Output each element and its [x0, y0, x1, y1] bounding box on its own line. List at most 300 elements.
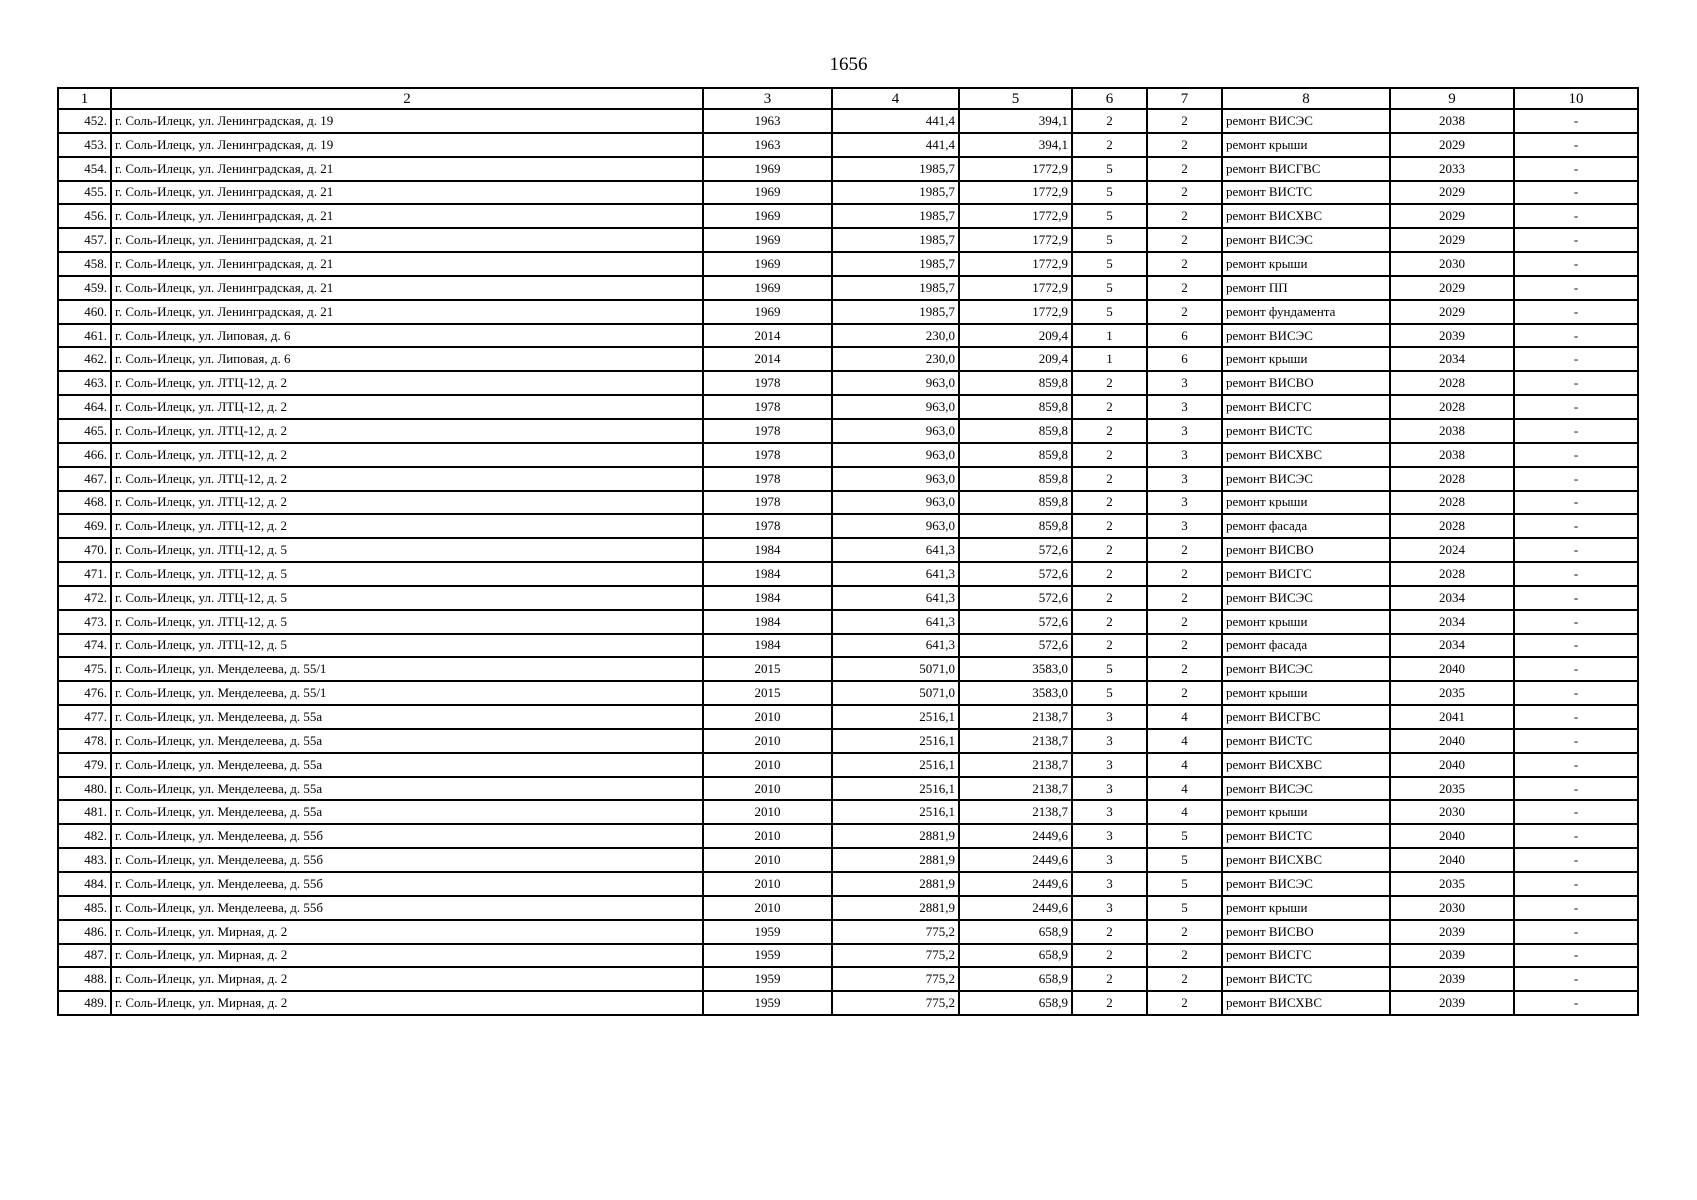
- cell-living-area: 394,1: [959, 133, 1072, 157]
- cell-total-area: 641,3: [832, 538, 959, 562]
- cell-repair-type: ремонт ВИСВО: [1222, 538, 1390, 562]
- cell-address: г. Соль-Илецк, ул. ЛТЦ-12, д. 2: [111, 395, 703, 419]
- table-body: [58, 109, 1638, 1015]
- cell-living-area: 859,8: [959, 491, 1072, 515]
- cell-entrances: 2: [1147, 157, 1222, 181]
- cell-year-built: 1969: [703, 252, 832, 276]
- cell-total-area: 2881,9: [832, 824, 959, 848]
- cell-entrances: 2: [1147, 300, 1222, 324]
- cell-repair-year: 2040: [1390, 753, 1514, 777]
- cell-total-area: 1985,7: [832, 204, 959, 228]
- cell-year-built: 1978: [703, 371, 832, 395]
- cell-living-area: 1772,9: [959, 181, 1072, 205]
- cell-note: -: [1514, 371, 1638, 395]
- cell-address: г. Соль-Илецк, ул. ЛТЦ-12, д. 5: [111, 586, 703, 610]
- cell-repair-type: ремонт ВИСХВС: [1222, 991, 1390, 1015]
- table-row: [58, 944, 1638, 968]
- cell-repair-type: ремонт крыши: [1222, 681, 1390, 705]
- cell-repair-year: 2028: [1390, 371, 1514, 395]
- cell-year-built: 1959: [703, 920, 832, 944]
- cell-total-area: 963,0: [832, 514, 959, 538]
- table-row: [58, 991, 1638, 1015]
- cell-repair-year: 2024: [1390, 538, 1514, 562]
- cell-repair-year: 2035: [1390, 681, 1514, 705]
- cell-row-number: 465.: [58, 419, 111, 443]
- cell-floors: 2: [1072, 562, 1147, 586]
- cell-year-built: 2014: [703, 347, 832, 371]
- cell-row-number: 482.: [58, 824, 111, 848]
- cell-note: -: [1514, 562, 1638, 586]
- cell-year-built: 2015: [703, 657, 832, 681]
- table-row: [58, 443, 1638, 467]
- column-header: 1: [58, 88, 111, 109]
- cell-row-number: 457.: [58, 228, 111, 252]
- cell-year-built: 1978: [703, 467, 832, 491]
- cell-note: -: [1514, 777, 1638, 801]
- cell-row-number: 475.: [58, 657, 111, 681]
- cell-entrances: 2: [1147, 204, 1222, 228]
- cell-living-area: 2138,7: [959, 729, 1072, 753]
- cell-row-number: 476.: [58, 681, 111, 705]
- cell-year-built: 1969: [703, 181, 832, 205]
- table-row: [58, 657, 1638, 681]
- cell-row-number: 470.: [58, 538, 111, 562]
- table-row: [58, 467, 1638, 491]
- cell-floors: 2: [1072, 538, 1147, 562]
- cell-total-area: 775,2: [832, 920, 959, 944]
- cell-repair-type: ремонт ВИСТС: [1222, 419, 1390, 443]
- cell-repair-type: ремонт ПП: [1222, 276, 1390, 300]
- cell-row-number: 466.: [58, 443, 111, 467]
- cell-total-area: 641,3: [832, 634, 959, 658]
- cell-total-area: 775,2: [832, 991, 959, 1015]
- cell-note: -: [1514, 920, 1638, 944]
- cell-total-area: 963,0: [832, 443, 959, 467]
- cell-note: -: [1514, 753, 1638, 777]
- table-row: [58, 204, 1638, 228]
- cell-row-number: 467.: [58, 467, 111, 491]
- cell-row-number: 485.: [58, 896, 111, 920]
- cell-year-built: 1978: [703, 419, 832, 443]
- cell-row-number: 462.: [58, 347, 111, 371]
- cell-living-area: 2449,6: [959, 848, 1072, 872]
- cell-entrances: 2: [1147, 538, 1222, 562]
- table-row: [58, 324, 1638, 348]
- cell-total-area: 1985,7: [832, 157, 959, 181]
- cell-entrances: 4: [1147, 729, 1222, 753]
- cell-total-area: 441,4: [832, 133, 959, 157]
- cell-repair-type: ремонт крыши: [1222, 800, 1390, 824]
- cell-repair-type: ремонт ВИСГС: [1222, 395, 1390, 419]
- cell-floors: 2: [1072, 991, 1147, 1015]
- cell-note: -: [1514, 228, 1638, 252]
- cell-row-number: 477.: [58, 705, 111, 729]
- cell-row-number: 472.: [58, 586, 111, 610]
- cell-floors: 3: [1072, 896, 1147, 920]
- cell-living-area: 859,8: [959, 395, 1072, 419]
- cell-note: -: [1514, 967, 1638, 991]
- table-row: [58, 824, 1638, 848]
- table-row: [58, 347, 1638, 371]
- cell-entrances: 2: [1147, 133, 1222, 157]
- cell-repair-year: 2029: [1390, 181, 1514, 205]
- column-header: 2: [111, 88, 703, 109]
- cell-entrances: 3: [1147, 467, 1222, 491]
- cell-row-number: 468.: [58, 491, 111, 515]
- cell-address: г. Соль-Илецк, ул. Менделеева, д. 55б: [111, 824, 703, 848]
- cell-note: -: [1514, 824, 1638, 848]
- cell-total-area: 2881,9: [832, 872, 959, 896]
- cell-floors: 3: [1072, 848, 1147, 872]
- cell-note: -: [1514, 204, 1638, 228]
- cell-entrances: 4: [1147, 753, 1222, 777]
- cell-repair-type: ремонт ВИСВО: [1222, 920, 1390, 944]
- cell-note: -: [1514, 252, 1638, 276]
- cell-year-built: 1978: [703, 443, 832, 467]
- cell-total-area: 641,3: [832, 562, 959, 586]
- cell-entrances: 2: [1147, 276, 1222, 300]
- cell-living-area: 394,1: [959, 109, 1072, 133]
- cell-living-area: 1772,9: [959, 252, 1072, 276]
- table-row: [58, 300, 1638, 324]
- cell-year-built: 1984: [703, 562, 832, 586]
- cell-entrances: 2: [1147, 109, 1222, 133]
- cell-repair-type: ремонт ВИСЭС: [1222, 109, 1390, 133]
- cell-entrances: 2: [1147, 920, 1222, 944]
- cell-address: г. Соль-Илецк, ул. ЛТЦ-12, д. 2: [111, 514, 703, 538]
- cell-entrances: 5: [1147, 848, 1222, 872]
- cell-year-built: 2010: [703, 705, 832, 729]
- cell-living-area: 572,6: [959, 538, 1072, 562]
- cell-repair-type: ремонт ВИСГВС: [1222, 157, 1390, 181]
- cell-total-area: 963,0: [832, 491, 959, 515]
- cell-address: г. Соль-Илецк, ул. ЛТЦ-12, д. 2: [111, 467, 703, 491]
- cell-living-area: 1772,9: [959, 157, 1072, 181]
- cell-floors: 3: [1072, 872, 1147, 896]
- cell-year-built: 2010: [703, 753, 832, 777]
- cell-address: г. Соль-Илецк, ул. Ленинградская, д. 21: [111, 181, 703, 205]
- cell-address: г. Соль-Илецк, ул. Липовая, д. 6: [111, 347, 703, 371]
- column-header: 7: [1147, 88, 1222, 109]
- cell-address: г. Соль-Илецк, ул. Ленинградская, д. 21: [111, 276, 703, 300]
- table-row: [58, 753, 1638, 777]
- cell-entrances: 2: [1147, 562, 1222, 586]
- cell-repair-year: 2039: [1390, 991, 1514, 1015]
- cell-living-area: 658,9: [959, 967, 1072, 991]
- cell-note: -: [1514, 181, 1638, 205]
- cell-living-area: 2449,6: [959, 824, 1072, 848]
- table-row: [58, 228, 1638, 252]
- cell-address: г. Соль-Илецк, ул. ЛТЦ-12, д. 5: [111, 562, 703, 586]
- table-row: [58, 276, 1638, 300]
- cell-entrances: 2: [1147, 181, 1222, 205]
- cell-address: г. Соль-Илецк, ул. Ленинградская, д. 19: [111, 133, 703, 157]
- cell-year-built: 1984: [703, 634, 832, 658]
- cell-repair-type: ремонт ВИСЭС: [1222, 657, 1390, 681]
- table-row: [58, 514, 1638, 538]
- cell-repair-year: 2028: [1390, 514, 1514, 538]
- table-row: [58, 920, 1638, 944]
- cell-repair-year: 2035: [1390, 777, 1514, 801]
- cell-repair-type: ремонт ВИСЭС: [1222, 228, 1390, 252]
- cell-row-number: 461.: [58, 324, 111, 348]
- cell-living-area: 209,4: [959, 347, 1072, 371]
- cell-repair-type: ремонт ВИСХВС: [1222, 753, 1390, 777]
- cell-floors: 3: [1072, 777, 1147, 801]
- cell-note: -: [1514, 586, 1638, 610]
- cell-address: г. Соль-Илецк, ул. ЛТЦ-12, д. 2: [111, 443, 703, 467]
- cell-repair-year: 2034: [1390, 610, 1514, 634]
- cell-repair-type: ремонт крыши: [1222, 491, 1390, 515]
- table-row: [58, 371, 1638, 395]
- cell-repair-year: 2030: [1390, 896, 1514, 920]
- cell-note: -: [1514, 872, 1638, 896]
- column-header: 10: [1514, 88, 1638, 109]
- cell-row-number: 463.: [58, 371, 111, 395]
- cell-repair-type: ремонт ВИСЭС: [1222, 467, 1390, 491]
- cell-repair-type: ремонт фундамента: [1222, 300, 1390, 324]
- cell-address: г. Соль-Илецк, ул. Ленинградская, д. 21: [111, 252, 703, 276]
- cell-entrances: 6: [1147, 347, 1222, 371]
- cell-living-area: 2138,7: [959, 777, 1072, 801]
- cell-repair-type: ремонт ВИСТС: [1222, 824, 1390, 848]
- cell-living-area: 859,8: [959, 443, 1072, 467]
- cell-entrances: 3: [1147, 491, 1222, 515]
- cell-year-built: 1963: [703, 109, 832, 133]
- cell-entrances: 2: [1147, 681, 1222, 705]
- cell-entrances: 3: [1147, 419, 1222, 443]
- table-row: [58, 109, 1638, 133]
- cell-repair-type: ремонт ВИСГС: [1222, 562, 1390, 586]
- cell-entrances: 2: [1147, 586, 1222, 610]
- cell-address: г. Соль-Илецк, ул. Липовая, д. 6: [111, 324, 703, 348]
- table-row: [58, 419, 1638, 443]
- table-row: [58, 681, 1638, 705]
- table-row: [58, 729, 1638, 753]
- cell-address: г. Соль-Илецк, ул. Мирная, д. 2: [111, 920, 703, 944]
- cell-repair-year: 2038: [1390, 443, 1514, 467]
- cell-row-number: 458.: [58, 252, 111, 276]
- cell-year-built: 1978: [703, 514, 832, 538]
- cell-total-area: 963,0: [832, 371, 959, 395]
- cell-repair-type: ремонт крыши: [1222, 252, 1390, 276]
- cell-address: г. Соль-Илецк, ул. ЛТЦ-12, д. 5: [111, 538, 703, 562]
- cell-address: г. Соль-Илецк, ул. Менделеева, д. 55а: [111, 800, 703, 824]
- cell-repair-year: 2039: [1390, 920, 1514, 944]
- cell-living-area: 2449,6: [959, 896, 1072, 920]
- cell-address: г. Соль-Илецк, ул. ЛТЦ-12, д. 5: [111, 634, 703, 658]
- cell-row-number: 478.: [58, 729, 111, 753]
- cell-address: г. Соль-Илецк, ул. Менделеева, д. 55б: [111, 872, 703, 896]
- cell-total-area: 2881,9: [832, 896, 959, 920]
- cell-total-area: 2516,1: [832, 729, 959, 753]
- cell-row-number: 454.: [58, 157, 111, 181]
- cell-entrances: 4: [1147, 705, 1222, 729]
- cell-repair-year: 2030: [1390, 252, 1514, 276]
- cell-row-number: 460.: [58, 300, 111, 324]
- cell-note: -: [1514, 896, 1638, 920]
- table-row: [58, 181, 1638, 205]
- cell-repair-year: 2040: [1390, 848, 1514, 872]
- cell-floors: 2: [1072, 395, 1147, 419]
- cell-living-area: 572,6: [959, 610, 1072, 634]
- cell-year-built: 2010: [703, 872, 832, 896]
- column-header: 8: [1222, 88, 1390, 109]
- cell-total-area: 2516,1: [832, 753, 959, 777]
- cell-living-area: 658,9: [959, 920, 1072, 944]
- page-number: 1656: [829, 54, 868, 75]
- column-header: 9: [1390, 88, 1514, 109]
- cell-living-area: 2449,6: [959, 872, 1072, 896]
- cell-row-number: 459.: [58, 276, 111, 300]
- cell-repair-type: ремонт фасада: [1222, 514, 1390, 538]
- table-row: [58, 800, 1638, 824]
- cell-address: г. Соль-Илецк, ул. ЛТЦ-12, д. 2: [111, 371, 703, 395]
- cell-total-area: 5071,0: [832, 657, 959, 681]
- cell-entrances: 2: [1147, 252, 1222, 276]
- cell-repair-year: 2030: [1390, 800, 1514, 824]
- cell-floors: 2: [1072, 634, 1147, 658]
- cell-address: г. Соль-Илецк, ул. ЛТЦ-12, д. 5: [111, 610, 703, 634]
- cell-note: -: [1514, 347, 1638, 371]
- table-row: [58, 586, 1638, 610]
- cell-year-built: 2015: [703, 681, 832, 705]
- cell-note: -: [1514, 443, 1638, 467]
- cell-total-area: 775,2: [832, 944, 959, 968]
- cell-year-built: 2010: [703, 800, 832, 824]
- cell-row-number: 471.: [58, 562, 111, 586]
- cell-address: г. Соль-Илецк, ул. Мирная, д. 2: [111, 944, 703, 968]
- cell-repair-year: 2028: [1390, 467, 1514, 491]
- cell-repair-year: 2040: [1390, 729, 1514, 753]
- cell-note: -: [1514, 944, 1638, 968]
- cell-row-number: 483.: [58, 848, 111, 872]
- cell-total-area: 775,2: [832, 967, 959, 991]
- cell-total-area: 230,0: [832, 347, 959, 371]
- cell-year-built: 1984: [703, 586, 832, 610]
- cell-entrances: 5: [1147, 824, 1222, 848]
- cell-total-area: 5071,0: [832, 681, 959, 705]
- cell-address: г. Соль-Илецк, ул. Менделеева, д. 55б: [111, 896, 703, 920]
- cell-floors: 2: [1072, 967, 1147, 991]
- cell-year-built: 1978: [703, 395, 832, 419]
- cell-repair-type: ремонт ВИСГС: [1222, 944, 1390, 968]
- cell-year-built: 1969: [703, 204, 832, 228]
- cell-floors: 3: [1072, 753, 1147, 777]
- cell-year-built: 2010: [703, 777, 832, 801]
- column-header: 5: [959, 88, 1072, 109]
- cell-living-area: 1772,9: [959, 300, 1072, 324]
- cell-note: -: [1514, 276, 1638, 300]
- cell-entrances: 3: [1147, 514, 1222, 538]
- column-header: 4: [832, 88, 959, 109]
- cell-repair-type: ремонт ВИСЭС: [1222, 586, 1390, 610]
- cell-total-area: 230,0: [832, 324, 959, 348]
- cell-total-area: 641,3: [832, 610, 959, 634]
- cell-note: -: [1514, 109, 1638, 133]
- cell-living-area: 572,6: [959, 586, 1072, 610]
- cell-address: г. Соль-Илецк, ул. Менделеева, д. 55/1: [111, 657, 703, 681]
- cell-entrances: 5: [1147, 896, 1222, 920]
- cell-floors: 5: [1072, 276, 1147, 300]
- cell-floors: 3: [1072, 705, 1147, 729]
- cell-repair-type: ремонт ВИСГВС: [1222, 705, 1390, 729]
- cell-year-built: 1969: [703, 300, 832, 324]
- cell-year-built: 1959: [703, 944, 832, 968]
- cell-note: -: [1514, 300, 1638, 324]
- cell-year-built: 1959: [703, 967, 832, 991]
- table-row: [58, 896, 1638, 920]
- cell-total-area: 2881,9: [832, 848, 959, 872]
- cell-floors: 5: [1072, 204, 1147, 228]
- cell-repair-year: 2033: [1390, 157, 1514, 181]
- cell-living-area: 572,6: [959, 562, 1072, 586]
- table-row: [58, 562, 1638, 586]
- cell-entrances: 6: [1147, 324, 1222, 348]
- cell-address: г. Соль-Илецк, ул. Менделеева, д. 55а: [111, 729, 703, 753]
- cell-repair-type: ремонт ВИСХВС: [1222, 204, 1390, 228]
- cell-row-number: 464.: [58, 395, 111, 419]
- cell-total-area: 641,3: [832, 586, 959, 610]
- cell-entrances: 5: [1147, 872, 1222, 896]
- cell-row-number: 473.: [58, 610, 111, 634]
- cell-note: -: [1514, 324, 1638, 348]
- cell-row-number: 489.: [58, 991, 111, 1015]
- cell-year-built: 2010: [703, 729, 832, 753]
- cell-living-area: 2138,7: [959, 753, 1072, 777]
- cell-note: -: [1514, 514, 1638, 538]
- cell-note: -: [1514, 491, 1638, 515]
- cell-floors: 2: [1072, 920, 1147, 944]
- cell-floors: 5: [1072, 657, 1147, 681]
- cell-living-area: 209,4: [959, 324, 1072, 348]
- cell-row-number: 455.: [58, 181, 111, 205]
- cell-floors: 3: [1072, 800, 1147, 824]
- cell-repair-year: 2038: [1390, 419, 1514, 443]
- cell-address: г. Соль-Илецк, ул. Ленинградская, д. 21: [111, 157, 703, 181]
- cell-floors: 2: [1072, 514, 1147, 538]
- cell-address: г. Соль-Илецк, ул. Ленинградская, д. 21: [111, 228, 703, 252]
- cell-total-area: 1985,7: [832, 181, 959, 205]
- cell-floors: 3: [1072, 729, 1147, 753]
- cell-repair-year: 2039: [1390, 944, 1514, 968]
- cell-floors: 5: [1072, 157, 1147, 181]
- cell-repair-type: ремонт крыши: [1222, 133, 1390, 157]
- cell-entrances: 3: [1147, 443, 1222, 467]
- cell-address: г. Соль-Илецк, ул. Мирная, д. 2: [111, 991, 703, 1015]
- cell-floors: 2: [1072, 419, 1147, 443]
- cell-total-area: 1985,7: [832, 228, 959, 252]
- cell-year-built: 2010: [703, 848, 832, 872]
- cell-address: г. Соль-Илецк, ул. ЛТЦ-12, д. 2: [111, 491, 703, 515]
- cell-note: -: [1514, 800, 1638, 824]
- cell-repair-type: ремонт ВИСЭС: [1222, 872, 1390, 896]
- cell-note: -: [1514, 467, 1638, 491]
- cell-note: -: [1514, 538, 1638, 562]
- cell-living-area: 859,8: [959, 371, 1072, 395]
- cell-note: -: [1514, 991, 1638, 1015]
- cell-repair-year: 2039: [1390, 967, 1514, 991]
- cell-repair-type: ремонт ВИСЭС: [1222, 324, 1390, 348]
- cell-floors: 2: [1072, 443, 1147, 467]
- cell-entrances: 3: [1147, 371, 1222, 395]
- cell-floors: 5: [1072, 181, 1147, 205]
- cell-repair-year: 2035: [1390, 872, 1514, 896]
- cell-floors: 2: [1072, 109, 1147, 133]
- cell-living-area: 658,9: [959, 944, 1072, 968]
- table-row: [58, 491, 1638, 515]
- table-row: [58, 395, 1638, 419]
